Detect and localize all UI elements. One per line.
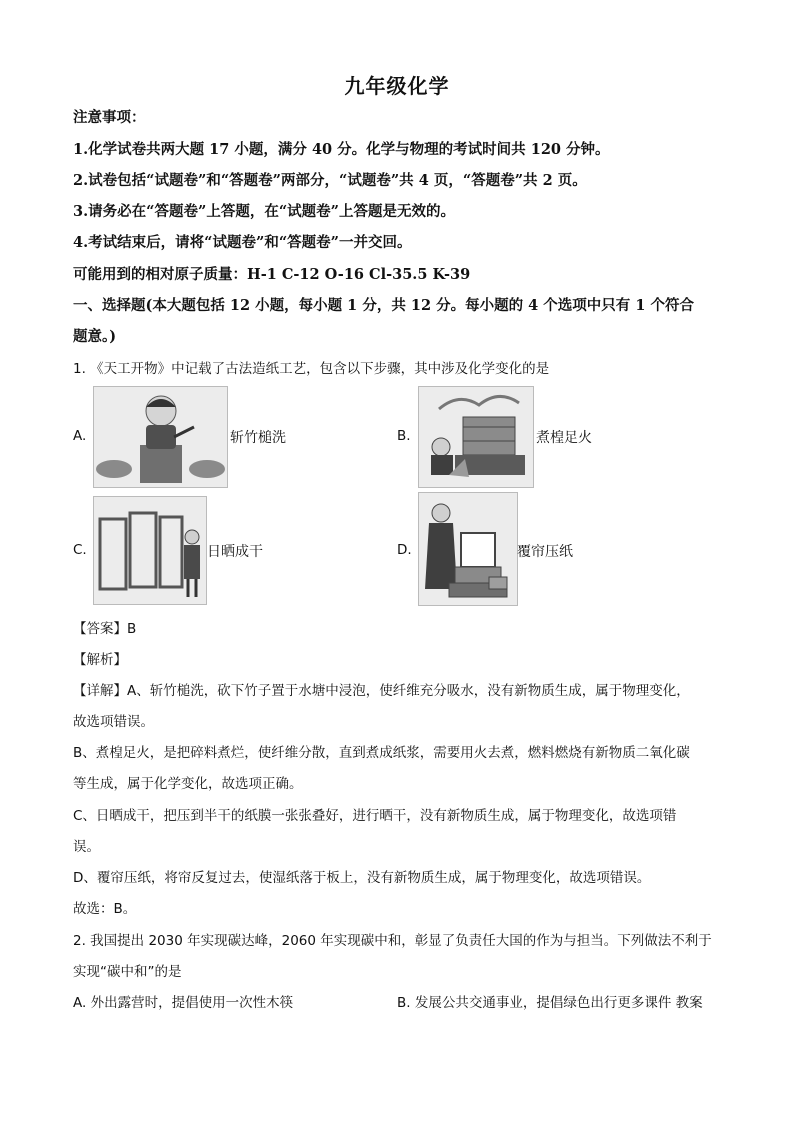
analysis-line-7: D、覆帘压纸，将帘反复过去，使湿纸落于板上，没有新物质生成，属于物理变化，故选项错误。 bbox=[73, 870, 651, 886]
atomic-masses: 可能用到的相对原子质量：H-1 C-12 O-16 Cl-35.5 K-39 bbox=[73, 266, 471, 283]
q2-option-a: A. 外出露营时，提倡使用一次性木筷 bbox=[73, 995, 294, 1011]
q2-stem-line1: 2. 我国提出 2030 年实现碳达峰，2060 年实现碳中和，彰显了负责任大国的作为与担当。下列做法不利于 bbox=[73, 933, 712, 949]
q1-option-a-letter: A. bbox=[73, 428, 87, 444]
q1-option-d-letter: D. bbox=[397, 542, 412, 558]
notice-heading: 注意事项： bbox=[73, 109, 146, 126]
page-title: 九年级化学 bbox=[344, 74, 450, 98]
analysis-line-4: 等生成，属于化学变化，故选项正确。 bbox=[73, 776, 303, 792]
q1-option-b-letter: B. bbox=[397, 428, 411, 444]
section1-heading-line1: 一、选择题(本大题包括 12 小题，每小题 1 分，共 12 分。每小题的 4 个选项中只有 1 个符合 bbox=[73, 297, 694, 314]
notice-item-1: 1.化学试卷共两大题 17 小题，满分 40 分。化学与物理的考试时间共 120 分钟。 bbox=[73, 141, 610, 158]
analysis-line-6: 误。 bbox=[73, 839, 100, 855]
analysis-line-8: 故选：B。 bbox=[73, 901, 137, 917]
q1-option-c-text: 日晒成干 bbox=[207, 544, 263, 560]
q1-answer: 【答案】B bbox=[73, 621, 137, 637]
analysis-line-1: 【详解】A、斩竹槌洗，砍下竹子置于水塘中浸泡，使纤维充分吸水，没有新物质生成，属于物理变化， bbox=[73, 683, 690, 699]
q2-option-b: B. 发展公共交通事业，提倡绿色出行更多课件 教案 bbox=[397, 995, 703, 1011]
paper-pressing-illustration bbox=[418, 492, 518, 606]
section1-heading-line2: 题意。) bbox=[73, 328, 117, 345]
q2-stem-line2: 实现“碳中和”的是 bbox=[73, 964, 182, 980]
boiling-vat-fire-illustration bbox=[418, 386, 534, 488]
analysis-line-5: C、日晒成干，把压到半干的纸膜一张张叠好，进行晒干，没有新物质生成，属于物理变化，故选项错 bbox=[73, 808, 677, 824]
notice-item-2: 2.试卷包括“试题卷”和“答题卷”两部分，“试题卷”共 4 页，“答题卷”共 2 页。 bbox=[73, 172, 587, 189]
q1-stem: 1. 《天工开物》中记载了古法造纸工艺，包含以下步骤，其中涉及化学变化的是 bbox=[73, 361, 550, 377]
notice-item-3: 3.请务必在“答题卷”上答题，在“试题卷”上答题是无效的。 bbox=[73, 203, 455, 220]
person-washing-bamboo-illustration bbox=[93, 386, 228, 488]
analysis-line-2: 故选项错误。 bbox=[73, 714, 154, 730]
q1-option-b-text: 煮楻足火 bbox=[536, 430, 592, 446]
notice-item-4: 4.考试结束后，请将“试题卷”和“答题卷”一并交回。 bbox=[73, 234, 412, 251]
q1-option-c-letter: C. bbox=[73, 542, 87, 558]
q1-analysis-label: 【解析】 bbox=[73, 652, 127, 668]
q1-option-d-text: 覆帘压纸 bbox=[517, 544, 573, 560]
paper-drying-frames-illustration bbox=[93, 496, 207, 605]
analysis-line-3: B、煮楻足火，是把碎料煮烂，使纤维分散，直到煮成纸浆，需要用火去煮，燃料燃烧有新物质二氧化碳 bbox=[73, 745, 690, 761]
q1-option-a-text: 斩竹槌洗 bbox=[230, 430, 286, 446]
